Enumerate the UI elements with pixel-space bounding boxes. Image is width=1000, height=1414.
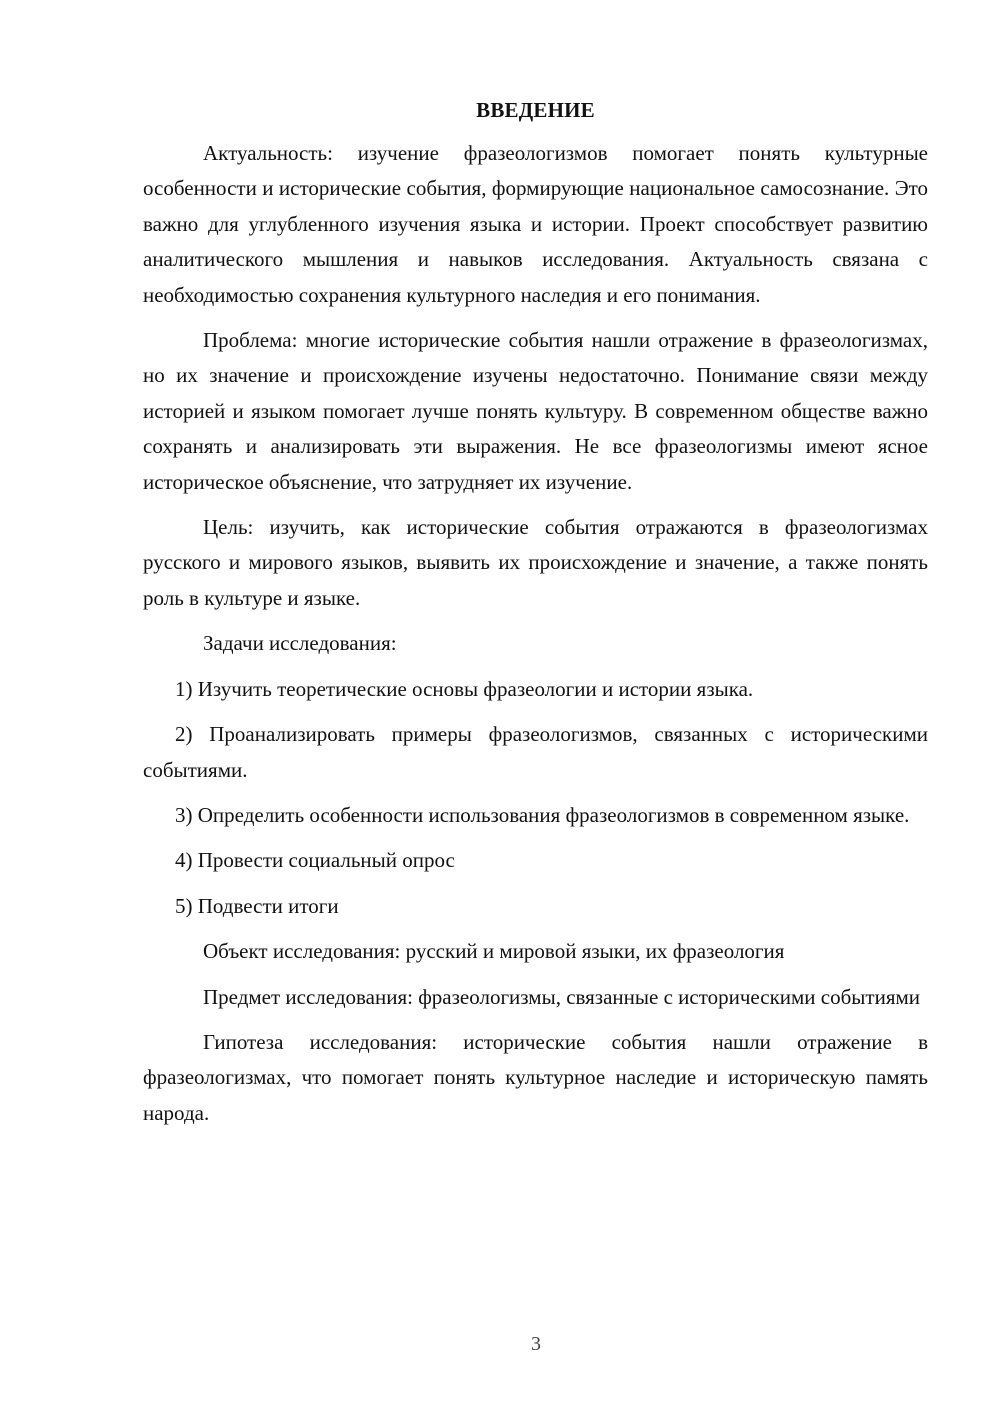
page-title: ВВЕДЕНИЕ xyxy=(476,98,595,122)
research-object: Объект исследования: русский и мировой языки, их фразеология xyxy=(203,939,785,964)
goal-paragraph: Цель: изучить, как исторические события отражаются в фразеологизмах русского и мирового языков, выявить их происхождение и значение, а также понять роль в культуре и языке. xyxy=(143,515,928,610)
task-item-1: 1) Изучить теоретические основы фразеологии и истории языка. xyxy=(175,676,754,701)
relevance-paragraph: Актуальность: изучение фразеологизмов помогает понять культурные особенности и исторические события, формирующие национальное самосознание. Это важно для углубленного изучения языка и истории. Проект способствует развитию аналитического мышления и навыков исследования. Актуальность связана с необходимостью сохранения культурного наследия и его понимания. xyxy=(143,141,928,307)
task-item-4: 4) Провести социальный опрос xyxy=(175,848,455,873)
task-item-5: 5) Подвести итоги xyxy=(175,893,339,918)
problem-paragraph: Проблема: многие исторические события нашли отражение в фразеологизмах, но их значение и происхождение изучены недостаточно. Понимание связи между историей и языком помогает лучше понять культуру. В современном обществе важно сохранять и анализировать эти выражения. Не все фразеологизмы имеют ясное историческое объяснение, что затрудняет их изучение. xyxy=(143,328,928,494)
research-subject: Предмет исследования: фразеологизмы, связанные с историческими событиями xyxy=(203,984,921,1009)
task-item-3: 3) Определить особенности использования фразеологизмов в современном языке. xyxy=(175,802,910,827)
task-item-2: 2) Проанализировать примеры фразеологизмов, связанных с историческими событиями. xyxy=(143,722,928,782)
document-page xyxy=(143,95,928,1141)
research-hypothesis: Гипотеза исследования: исторические события нашли отражение в фразеологизмах, что помогает понять культурное наследие и историческую память народа. xyxy=(143,1029,928,1125)
page-number: 3 xyxy=(531,1333,541,1355)
tasks-heading: Задачи исследования: xyxy=(203,631,397,656)
